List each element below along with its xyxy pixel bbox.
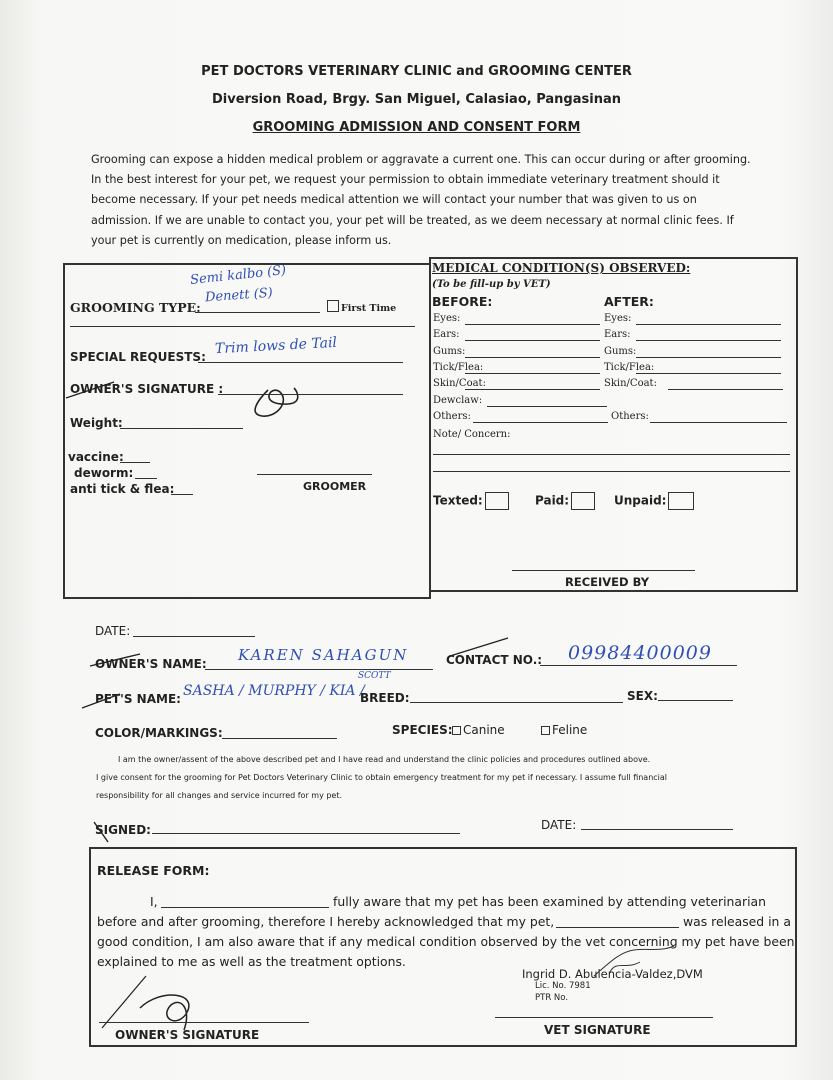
before-item: Tick/Flea: xyxy=(433,361,484,373)
release-line-4: explained to me as well as the treatment options. xyxy=(97,954,406,969)
date2-field[interactable] xyxy=(581,829,733,830)
before-item-field[interactable] xyxy=(465,357,600,358)
unpaid-checkbox[interactable] xyxy=(614,492,694,510)
contact-label: CONTACT NO.: xyxy=(446,653,543,667)
before-item-field[interactable] xyxy=(465,373,600,374)
owner-name-label: OWNER'S NAME: xyxy=(95,657,207,671)
intro-paragraph: Grooming can expose a hidden medical problem or aggravate a current one. This can occur during or after grooming. In the best interest for your pet, we request your permission to obtain immediate veterinary treatment should it become necessary. If your pet needs medical attention we will contact your number that was given to us on admission. If we are unable to contact you, your pet will be treated, as we deem necessary at normal clinic fees. If your pet is currently on medication, please inform us. xyxy=(91,153,751,247)
owner-name-handwritten: KAREN SAHAGUN xyxy=(238,646,409,664)
release-pet-field[interactable] xyxy=(556,927,679,928)
paid-checkbox[interactable] xyxy=(535,492,595,510)
before-item: Skin/Coat: xyxy=(433,378,486,390)
owner-release-signature-field[interactable] xyxy=(99,1022,309,1023)
before-item-field[interactable] xyxy=(465,389,600,390)
special-requests-field[interactable] xyxy=(198,362,403,363)
received-by-field[interactable] xyxy=(512,570,695,571)
deworm-field[interactable] xyxy=(135,478,157,479)
vet-name: Ingrid D. Abulencia-Valdez,DVM xyxy=(522,967,703,981)
texted-label: Texted: xyxy=(433,493,483,508)
note-line-2[interactable] xyxy=(433,471,790,472)
grooming-type-label: GROOMING TYPE: xyxy=(70,300,201,315)
after-item-field[interactable] xyxy=(636,340,781,341)
vet-signature-field[interactable] xyxy=(495,1017,713,1018)
release-line-1: fully aware that my pet has been examined by attending veterinarian xyxy=(333,894,766,909)
first-time-label: First Time xyxy=(341,303,397,314)
canine-box[interactable] xyxy=(452,726,461,735)
color-label: COLOR/MARKINGS: xyxy=(95,726,223,740)
note-label: Note/ Concern: xyxy=(433,429,511,440)
medical-title: MEDICAL CONDITION(S) OBSERVED: xyxy=(432,261,691,275)
texted-checkbox[interactable] xyxy=(433,492,509,510)
paid-box[interactable] xyxy=(571,492,595,510)
signed-label: SIGNED: xyxy=(95,823,151,837)
release-name-field[interactable] xyxy=(161,907,329,908)
unpaid-box[interactable] xyxy=(668,492,694,510)
before-item: Dewclaw: xyxy=(433,394,483,406)
release-line-2a: before and after grooming, therefore I hereby acknowledged that my pet, xyxy=(97,914,555,929)
clinic-address: Diversion Road, Brgy. San Miguel, Calasiao, Pangasinan xyxy=(212,92,621,107)
before-item-field[interactable] xyxy=(473,422,608,423)
after-item-field[interactable] xyxy=(636,373,781,374)
after-item: Gums: xyxy=(604,345,637,357)
before-item-field[interactable] xyxy=(487,406,607,407)
before-item: Ears: xyxy=(433,329,460,341)
after-item-field[interactable] xyxy=(636,324,781,325)
unpaid-label: Unpaid: xyxy=(614,493,667,508)
contact-handwritten: 09984400009 xyxy=(568,642,712,664)
date2-label: DATE: xyxy=(541,818,577,832)
before-item: Others: xyxy=(433,410,471,422)
grooming-type-handwritten-2: Denett (S) xyxy=(204,285,274,306)
signed-field[interactable] xyxy=(152,833,460,834)
special-requests-label: SPECIAL REQUESTS: xyxy=(70,350,206,364)
consent-line-1: I am the owner/assent of the above described pet and I have read and understand the clinic policies and procedures outlined above. xyxy=(118,755,651,764)
antitick-field[interactable] xyxy=(171,494,193,495)
pet-name-label: PET'S NAME: xyxy=(95,692,181,706)
grooming-type-handwritten-1: Semi kalbo (S) xyxy=(189,263,287,288)
feline-box[interactable] xyxy=(541,726,550,735)
after-item: Skin/Coat: xyxy=(604,378,657,390)
after-item-field[interactable] xyxy=(636,357,781,358)
release-title: RELEASE FORM: xyxy=(97,863,210,878)
before-item-field[interactable] xyxy=(465,340,600,341)
before-item-field[interactable] xyxy=(465,324,600,325)
owner-signature-scribble xyxy=(62,370,402,420)
before-item: Gums: xyxy=(433,345,466,357)
feline-option[interactable] xyxy=(541,723,587,737)
groomer-signature-field[interactable] xyxy=(257,474,372,475)
before-item: Eyes: xyxy=(433,313,461,324)
form-title: GROOMING ADMISSION AND CONSENT FORM xyxy=(252,120,581,135)
vet-ptr: PTR No. xyxy=(535,993,569,1003)
special-requests-handwritten: Trim lows de Tail xyxy=(214,334,338,358)
feline-label: Feline xyxy=(552,723,588,737)
after-item: Ears: xyxy=(604,329,631,341)
antitick-label: anti tick & flea: xyxy=(70,482,175,496)
owner-release-signature-label: OWNER'S SIGNATURE xyxy=(115,1028,260,1042)
clinic-name: PET DOCTORS VETERINARY CLINIC and GROOMING CENTER xyxy=(201,64,632,79)
signed-mark xyxy=(90,804,130,844)
weight-label: Weight: xyxy=(70,416,123,430)
received-by-label: RECEIVED BY xyxy=(565,575,650,589)
pet-name-extra-handwritten: SCOTT xyxy=(358,671,391,681)
groomer-label: GROOMER xyxy=(303,480,367,493)
medical-subtitle: (To be fill-up by VET) xyxy=(432,279,551,290)
texted-box[interactable] xyxy=(485,492,509,510)
release-line-3: good condition, I am also aware that if any medical condition observed by the vet concerning my pet have been xyxy=(97,934,795,949)
first-time-checkbox[interactable] xyxy=(327,300,396,314)
canine-option[interactable] xyxy=(452,723,505,737)
note-line-1[interactable] xyxy=(433,454,790,455)
after-label: AFTER: xyxy=(604,294,654,309)
after-item-field[interactable] xyxy=(650,422,787,423)
owner-signature-label: OWNER'S SIGNATURE : xyxy=(70,382,224,396)
breed-label: BREED: xyxy=(360,691,410,705)
deworm-label: deworm: xyxy=(74,466,134,480)
contact-field[interactable] xyxy=(540,665,737,666)
consent-line-3: responsibility for all changes and service incurred for my pet. xyxy=(96,791,343,800)
vaccine-field[interactable] xyxy=(120,462,150,463)
sex-field[interactable] xyxy=(658,700,733,701)
vet-signature-label: VET SIGNATURE xyxy=(544,1023,651,1037)
before-label: BEFORE: xyxy=(432,294,493,309)
first-time-box[interactable] xyxy=(327,300,339,312)
after-item: Eyes: xyxy=(604,313,632,324)
owner-signature-field[interactable] xyxy=(218,394,403,395)
paid-label: Paid: xyxy=(535,493,570,508)
canine-label: Canine xyxy=(463,723,505,737)
vet-signature-scribble xyxy=(590,942,680,982)
date-label: DATE: xyxy=(95,624,131,638)
consent-line-2: I give consent for the grooming for Pet Doctors Veterinary Clinic to obtain emergency treatment for my pet if necessary. I assume full financial xyxy=(96,773,668,782)
grooming-type-field[interactable] xyxy=(195,312,320,313)
after-item: Tick/Flea: xyxy=(604,361,655,373)
after-item: Others: xyxy=(611,410,649,422)
pet-name-handwritten: SASHA / MURPHY / KIA / xyxy=(183,683,365,699)
cross-marks xyxy=(80,630,550,720)
after-item-field[interactable] xyxy=(668,389,783,390)
release-i-label: I, xyxy=(150,894,158,909)
release-line-2b: was released in a xyxy=(683,914,791,929)
sex-label: SEX: xyxy=(627,689,658,703)
vet-license: Lic. No. 7981 xyxy=(535,981,591,991)
species-label: SPECIES: xyxy=(392,723,453,737)
vaccine-label: vaccine: xyxy=(68,450,124,464)
grooming-type-extra-line xyxy=(70,326,415,327)
color-field[interactable] xyxy=(222,738,337,739)
weight-field[interactable] xyxy=(120,428,243,429)
